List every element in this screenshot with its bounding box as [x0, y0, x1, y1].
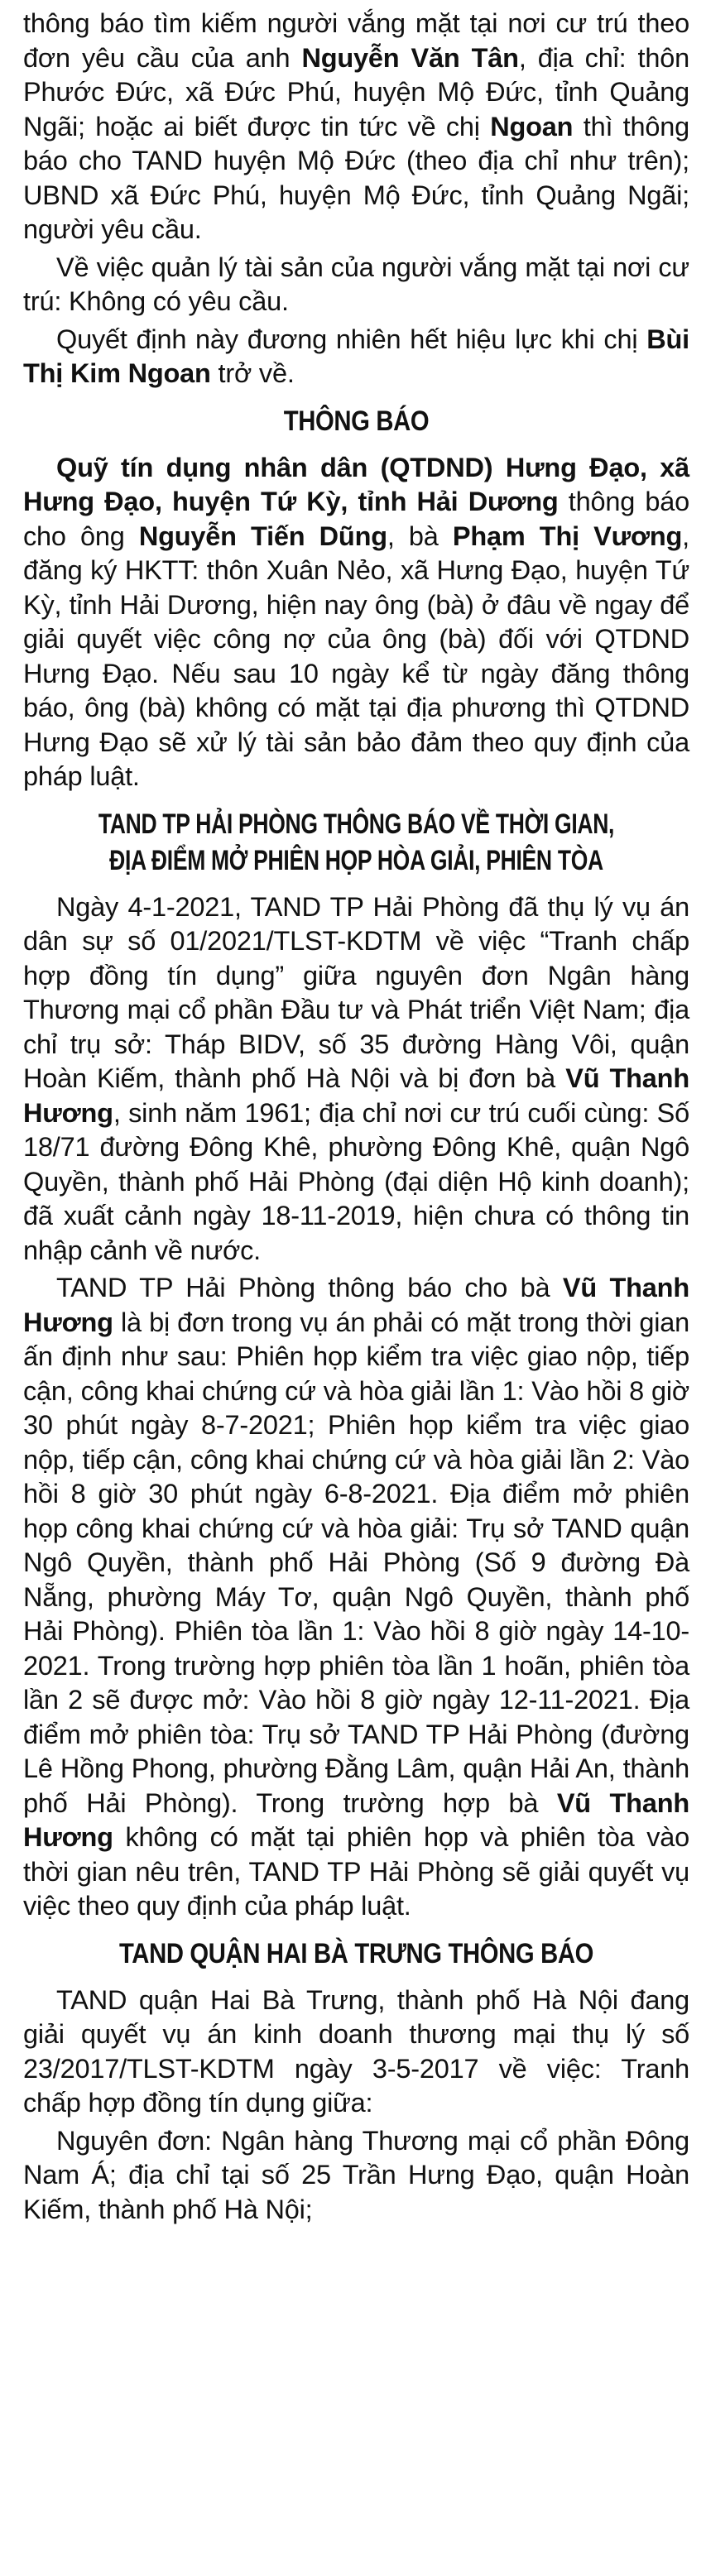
text-run: Quyết định này đương nhiên hết hiệu lực khi chị	[56, 324, 647, 354]
article-paragraph	[23, 7, 689, 247]
bold-name: Vũ Thanh Hương	[23, 1273, 689, 1337]
section-heading: THÔNG BÁO	[283, 405, 430, 437]
bold-name: Ngoan	[490, 111, 574, 142]
article-paragraph	[23, 890, 689, 1269]
text-run: thì thông báo cho TAND huyện Mộ Đức (theo địa chỉ như trên); UBND xã Đức Phú, huyện Mộ Đức, tỉnh Quảng Ngãi; người yêu cầu.	[23, 111, 689, 244]
text-run: , sinh năm 1961; địa chỉ nơi cư trú cuối cùng: Số 18/71 đường Đông Khê, phường Đông Khê, quận Ngô Quyền, thành phố Hải Phòng (đại diện Hộ kinh doanh); đã xuất cảnh ngày 18-11-2019, hiện chưa có thông tin nhập cảnh về nước.	[23, 1097, 689, 1265]
article-column	[23, 7, 689, 2227]
text-run: , đăng ký HKTT: thôn Xuân Nẻo, xã Hưng Đạo, huyện Tứ Kỳ, tỉnh Hải Dương, hiện nay ông (bà) ở đâu về ngay để giải quyết việc công nợ của ông (bà) đối với QTDND Hưng Đạo. Nếu sau 10 ngày kể từ ngày đăng thông báo, ông (bà) không có mặt tại địa phương thì QTDND Hưng Đạo sẽ xử lý tài sản bảo đảm theo quy định của pháp luật.	[23, 520, 689, 791]
bold-name: Nguyễn Văn Tân	[301, 42, 519, 73]
text-run: Nguyên đơn: Ngân hàng Thương mại cổ phần Đông Nam Á; địa chỉ tại số 25 Trần Hưng Đạo, quận Hoàn Kiếm, thành phố Hà Nội;	[23, 2125, 689, 2224]
text-run: , bà	[387, 520, 453, 551]
text-run: Ngày 4-1-2021, TAND TP Hải Phòng đã thụ lý vụ án dân sự số 01/2021/TLST-KDTM về việc “Tranh chấp hợp đồng tín dụng” giữa nguyên đơn Ngân hàng Thương mại cổ phần Đầu tư và Phát triển Việt Nam; địa chỉ trụ sở: Tháp BIDV, số 35 đường Hàng Vôi, quận Hoàn Kiếm, thành phố Hà Nội và bị đơn bà	[23, 891, 689, 1093]
text-run: Về việc quản lý tài sản của người vắng mặt tại nơi cư trú: Không có yêu cầu.	[23, 252, 689, 316]
bold-name: Bùi Thị Kim Ngoan	[23, 324, 689, 388]
text-run: trở về.	[210, 358, 295, 388]
text-run: thông báo cho ông	[23, 487, 689, 551]
section-heading: TAND TP HẢI PHÒNG THÔNG BÁO VỀ THỜI GIAN, ĐỊA ĐIỂM MỞ PHIÊN HỌP HÒA GIẢI, PHIÊN TÒA	[98, 808, 615, 876]
text-run: thông báo tìm kiếm người vắng mặt tại nơi cư trú theo đơn yêu cầu của anh	[23, 8, 689, 73]
bold-name: Quỹ tín dụng nhân dân (QTDND) Hưng Đạo, xã Hưng Đạo, huyện Tứ Kỳ, tỉnh Hải Dương	[23, 452, 689, 516]
text-run: , địa chỉ: thôn Phước Đức, xã Đức Phú, huyện Mộ Đức, tỉnh Quảng Ngãi; hoặc ai biết được tin tức về chị	[23, 42, 689, 142]
article-paragraph	[23, 1271, 689, 1924]
section-heading: TAND QUẬN HAI BÀ TRƯNG THÔNG BÁO	[118, 1937, 594, 1969]
text-run: TAND TP Hải Phòng thông báo cho bà	[56, 1273, 563, 1302]
bold-name: Vũ Thanh Hương	[23, 1063, 689, 1128]
bold-name: Nguyễn Tiến Dũng	[138, 520, 387, 551]
bold-name: Vũ Thanh Hương	[23, 1787, 689, 1852]
text-run: không có mặt tại phiên họp và phiên tòa vào thời gian nêu trên, TAND TP Hải Phòng sẽ giải quyết vụ việc theo quy định của pháp luật.	[23, 1822, 689, 1921]
article-paragraph	[23, 1984, 689, 2121]
article-paragraph	[23, 2124, 689, 2228]
text-run: là bị đơn trong vụ án phải có mặt trong thời gian ấn định như sau: Phiên họp kiểm tra việc giao nộp, tiếp cận, công khai chứng cứ và hòa giải lần 1: Vào hồi 8 giờ 30 phút ngày 8-7-2021; Phiên họp kiểm tra việc giao nộp, tiếp cận, công khai chứng cứ và hòa giải lần 2: Vào hồi 8 giờ 30 phút ngày 6-8-2021. Địa điểm mở phiên họp công khai chứng cứ và hòa giải: Trụ sở TAND quận Ngô Quyền, thành phố Hải Phòng (Số 9 đường Đà Nẵng, phường Máy Tơ, quận Ngô Quyền, thành phố Hải Phòng). Phiên tòa lần 1: Vào hồi 8 giờ ngày 14-10-2021. Trong trường hợp phiên tòa lần 1 hoãn, phiên tòa lần 2 sẽ được mở: Vào hồi 8 giờ ngày 12-11-2021. Địa điểm mở phiên tòa: Trụ sở TAND TP Hải Phòng (đường Lê Hồng Phong, phường Đằng Lâm, quận Hải An, thành phố Hải Phòng). Trong trường hợp bà	[23, 1307, 689, 1818]
bold-name: Phạm Thị Vương	[452, 520, 683, 551]
article-paragraph	[23, 251, 689, 319]
article-paragraph	[23, 323, 689, 391]
text-run: TAND quận Hai Bà Trưng, thành phố Hà Nội đang giải quyết vụ án kinh doanh thương mại thụ lý số 23/2017/TLST-KDTM ngày 3-5-2017 về việc: Tranh chấp hợp đồng tín dụng giữa:	[23, 1984, 689, 2118]
article-paragraph	[23, 451, 689, 794]
